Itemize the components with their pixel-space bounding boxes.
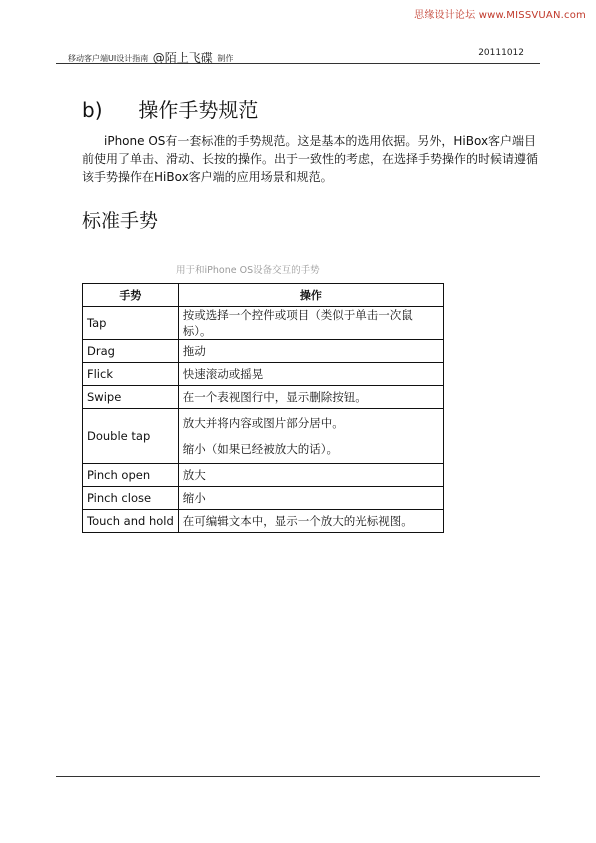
footer-divider	[56, 776, 540, 777]
author-suffix: 制作	[217, 54, 234, 63]
action-cell: 拖动	[178, 340, 443, 363]
page-header	[68, 44, 530, 65]
gesture-cell: Pinch close	[83, 487, 179, 510]
intro-paragraph-text: iPhone OS有一套标准的手势规范。这是基本的选用依据。另外，HiBox客户端目前使用了单击、滑动、长按的操作。出于一致性的考虑，在选择手势操作的时候请遵循该手势操作在HiBox客户端的应用场景和规范。	[82, 134, 539, 184]
action-cell: 在可编辑文本中，显示一个放大的光标视图。	[178, 510, 443, 533]
section-heading	[82, 94, 258, 123]
gesture-table	[82, 283, 444, 533]
action-cell: 快速滚动或摇晃	[178, 363, 443, 386]
table-row	[83, 386, 444, 409]
site-watermark: 思缘设计论坛 www.MISSVUAN.com	[414, 10, 586, 21]
table-row	[83, 409, 444, 464]
table-row	[83, 340, 444, 363]
table-header-row	[83, 284, 444, 307]
action-line: 缩小（如果已经被放大的话）。	[182, 442, 339, 456]
table-row	[83, 487, 444, 510]
author-name: @陌上飞碟	[152, 51, 213, 65]
action-cell: 放大	[178, 464, 443, 487]
gesture-cell: Drag	[83, 340, 179, 363]
intro-paragraph	[82, 132, 540, 186]
subsection-title: 标准手势	[82, 210, 159, 232]
section-title: 操作手势规范	[138, 98, 259, 122]
column-header-action: 操作	[178, 284, 443, 307]
gesture-cell: Tap	[83, 307, 179, 340]
doc-title: 移动客户端UI设计指南	[68, 54, 149, 63]
gesture-cell: Double tap	[83, 409, 179, 464]
action-line: 放大并将内容或图片部分居中。	[182, 416, 344, 430]
header-divider	[56, 63, 540, 64]
action-cell: 按或选择一个控件或项目（类似于单击一次鼠标）。	[178, 307, 443, 340]
doc-date: 20111012	[478, 48, 524, 58]
gesture-cell: Pinch open	[83, 464, 179, 487]
table-caption: 用于和iPhone OS设备交互的手势	[176, 265, 320, 276]
gesture-cell: Flick	[83, 363, 179, 386]
table-row	[83, 510, 444, 533]
action-cell	[178, 409, 443, 464]
table-row	[83, 363, 444, 386]
table-row	[83, 307, 444, 340]
column-header-gesture: 手势	[83, 284, 179, 307]
gesture-cell: Swipe	[83, 386, 179, 409]
gesture-cell: Touch and hold	[83, 510, 179, 533]
action-cell: 在一个表视图行中，显示删除按钮。	[178, 386, 443, 409]
action-cell: 缩小	[178, 487, 443, 510]
table-row	[83, 464, 444, 487]
section-number: b)	[82, 98, 103, 122]
